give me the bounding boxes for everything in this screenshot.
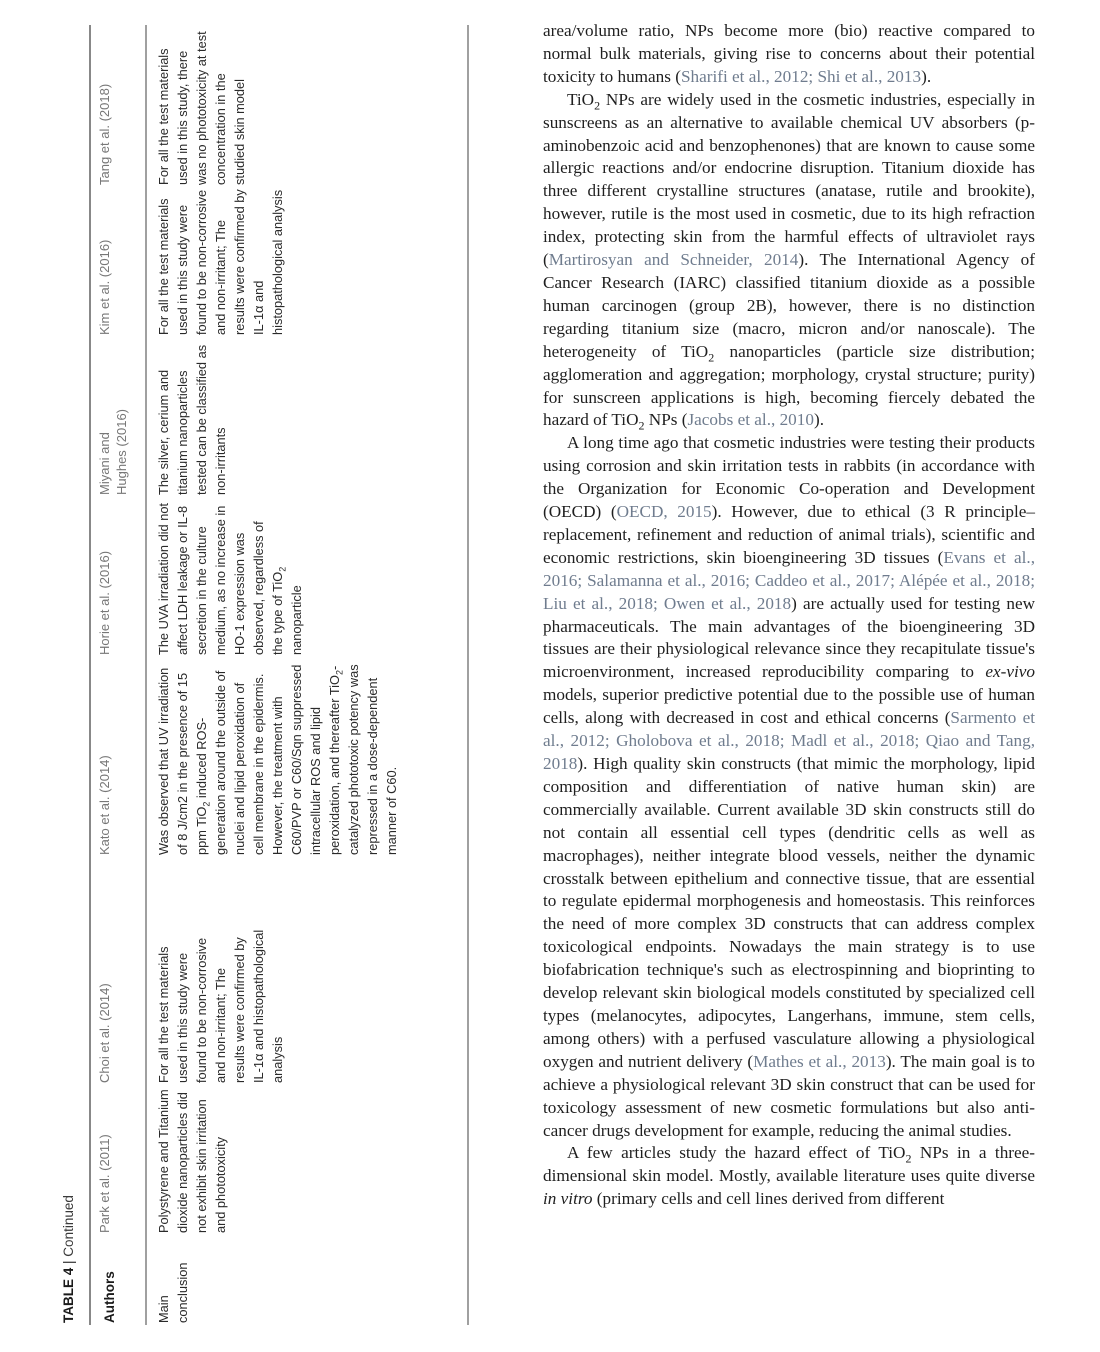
table-cell: Was observed that UV irradiation of 8 J/cm2 in the presence of 15 ppm TiO$_2$ induced ROS-generation around the outside of nuclei and lipid peroxidation of cell membrane in the epidermis. However, the treatment with C60/PVP or C60/Sqn suppressed intracellular ROS and lipid peroxidation, and thereafter TiO$_2$-catalyzed phototoxic potency was repressed in a dose-dependent manner of C60.: [156, 664, 399, 855]
header-col-kato: Kato et al. (2014): [97, 755, 112, 855]
text-run: ).: [813, 410, 824, 430]
row-label-main-conclusion: Main conclusion: [156, 1262, 190, 1323]
citation-link[interactable]: Sharifi et al., 2012; Shi et al., 2013: [680, 66, 922, 86]
body-paragraph: [543, 20, 1035, 89]
text-run: TiO: [567, 89, 595, 109]
table-cell: Polystyrene and Titanium dioxide nanoparticles did not exhibit skin irritation and phototoxicity: [156, 1089, 228, 1233]
table-cell: For all the test materials used in this study, there was no phototoxicity at test concentration in the studied skin model: [156, 31, 247, 185]
body-text-column: [543, 20, 1035, 1211]
text-run: A long time ago that cosmetic industries were testing their products using corrosion and skin irritation tests in rabbits (in accordance with the Organization for Economic Co-operation and Development (OECD) (: [543, 433, 1035, 522]
text-run: ). However, due to ethical (3 R principle–replacement, refinement and reduction of animal trials), scientific and economic restrictions, skin bioengineering 3D tissues (: [543, 502, 1035, 567]
header-col-kim: Kim et al. (2016): [97, 239, 112, 335]
table-cell: The UVA irradiation did not affect LDH leakage or IL-8 secretion in the culture medium, as no increase in HO-1 expression was observed, regardless of the type of TiO$_2$ nanoparticle: [156, 503, 304, 655]
text-run: NPs (: [644, 410, 688, 430]
subscript: 2: [594, 98, 601, 113]
text-run: ) are actually used for testing new pharmaceuticals. The main advantages of the bioengineering 3D tissues are their physiological relevance since they recapitulate tissue's microenvironment, increased reproducibility comparing to: [543, 593, 1035, 682]
table-top-rule: [89, 25, 91, 1325]
citation-link[interactable]: OECD, 2015: [616, 502, 712, 522]
body-paragraph: [543, 89, 1035, 433]
table-caption: [60, 1195, 78, 1323]
body-paragraph: [543, 1142, 1035, 1211]
rotated-table: [60, 20, 472, 1325]
body-paragraph: [543, 432, 1035, 1142]
table-header-rule: [145, 25, 147, 1325]
text-run: nanoparticles (particle size distribution; agglomeration and aggregation; morphology, crystal structure; purity) for sunscreen applications is high, becoming fiercely debated the hazard of TiO: [543, 341, 1035, 430]
caption-separator: |: [61, 1260, 76, 1264]
table-label: TABLE 4: [61, 1267, 76, 1323]
citation-link[interactable]: Jacobs et al., 2010: [687, 410, 814, 430]
citation-link[interactable]: Sarmento et al., 2012; Gholobova et al., 2018; Madl et al., 2018; Qiao and Tang, 2018: [543, 708, 1035, 773]
text-run: ). The main goal is to achieve a physiological relevant 3D skin construct that can be used for toxicology assessment of new cosmetic formulations but also anti-cancer drugs development for example, reducing the animal studies.: [543, 1051, 1035, 1140]
citation-link[interactable]: Martirosyan and Schneider, 2014: [548, 250, 799, 270]
text-run: A few articles study the hazard effect of TiO: [567, 1143, 906, 1163]
header-authors: Authors: [102, 1271, 117, 1323]
header-col-park: Park et al. (2011): [97, 1134, 112, 1233]
subscript: 2: [708, 350, 715, 365]
header-col-tang: Tang et al. (2018): [97, 83, 112, 185]
subscript: 2: [905, 1151, 912, 1166]
text-run: ).: [921, 66, 932, 86]
text-run: NPs are widely used in the cosmetic industries, especially in sunscreens as an alternative to available chemical UV absorbers (p-aminobenzoic acid and benzophenones) that are known to cause some allergic reactions and/or endocrine disruption. Titanium dioxide has three different crystalline structures (anatase, rutile and brookite), however, rutile is the most used in cosmetic, due to its high refraction index, protecting skin from the harmful effects of ultraviolet rays (: [543, 89, 1035, 270]
subscript: 2: [638, 418, 645, 433]
text-run: area/volume ratio, NPs become more (bio) reactive compared to normal bulk materials, giving rise to concerns about their potential toxicity to humans (: [543, 21, 1035, 86]
text-run: (primary cells and cell lines derived from different: [592, 1189, 945, 1209]
citation-link[interactable]: Evans et al., 2016; Salamanna et al., 2016; Caddeo et al., 2017; Alépée et al., 2018; Liu et al., 2018; Owen et al., 2018: [543, 547, 1035, 613]
table-cell: The silver, cerium and titanium nanoparticles tested can be classified as non-irritants: [156, 344, 228, 495]
table-cell: For all the test materials used in this study were found to be non-corrosive and non-irritant; The results were confirmed by IL-1α and histopathological analysis: [156, 929, 285, 1083]
text-run: in vitro: [543, 1189, 593, 1209]
table-cell: For all the test materials used in this study were found to be non-corrosive and non-irritant; The results were confirmed by IL-1α and histopathological analysis: [156, 189, 285, 335]
text-run: ). High quality skin constructs (that mimic the morphology, lipid composition and differentiation of native human skin) are commercially available. Current available 3D skin constructs still do not contain all essential cell types (dendritic cells as well as macrophages), neither integrate blood vessels, neither the dynamic crosstalk between epithelium and connective tissue, that are essential to regulate epidermal morphogenesis and homeostasis. This reinforces the need of more complex 3D constructs that can address complex toxicological endpoints. Nowadays the main strategy is to use biofabrication technique's such as electrospinning and bioprinting to develop relevant skin biological models constituted by specialized cell types (melanocytes, adipocytes, Langerhans, immune, stem cells, among others) with a perfused vasculature allowing a physiological oxygen and nutrient delivery (: [543, 754, 1035, 1071]
caption-text: Continued: [61, 1195, 76, 1257]
header-col-choi: Choi et al. (2014): [97, 983, 112, 1083]
text-run: ex-vivo: [985, 662, 1035, 682]
table-bottom-rule: [467, 25, 469, 1325]
text-run: models, superior predictive potential due to the possible use of human cells, along with decreased in cost and ethical concerns (: [543, 685, 1035, 728]
header-col-miyani: Miyani and Hughes (2016): [97, 409, 129, 495]
text-run: ). The International Agency of Cancer Research (IARC) classified titanium dioxide as a possible human carcinogen (group 2B), however, there is no distinction regarding titanium size (macro, micron and/or nanoscale). The heterogeneity of TiO: [543, 250, 1035, 361]
citation-link[interactable]: Mathes et al., 2013: [753, 1051, 886, 1071]
text-run: NPs in a three-dimensional skin model. Mostly, available literature uses quite diverse: [543, 1143, 1035, 1186]
header-col-horie: Horie et al. (2016): [97, 550, 112, 655]
